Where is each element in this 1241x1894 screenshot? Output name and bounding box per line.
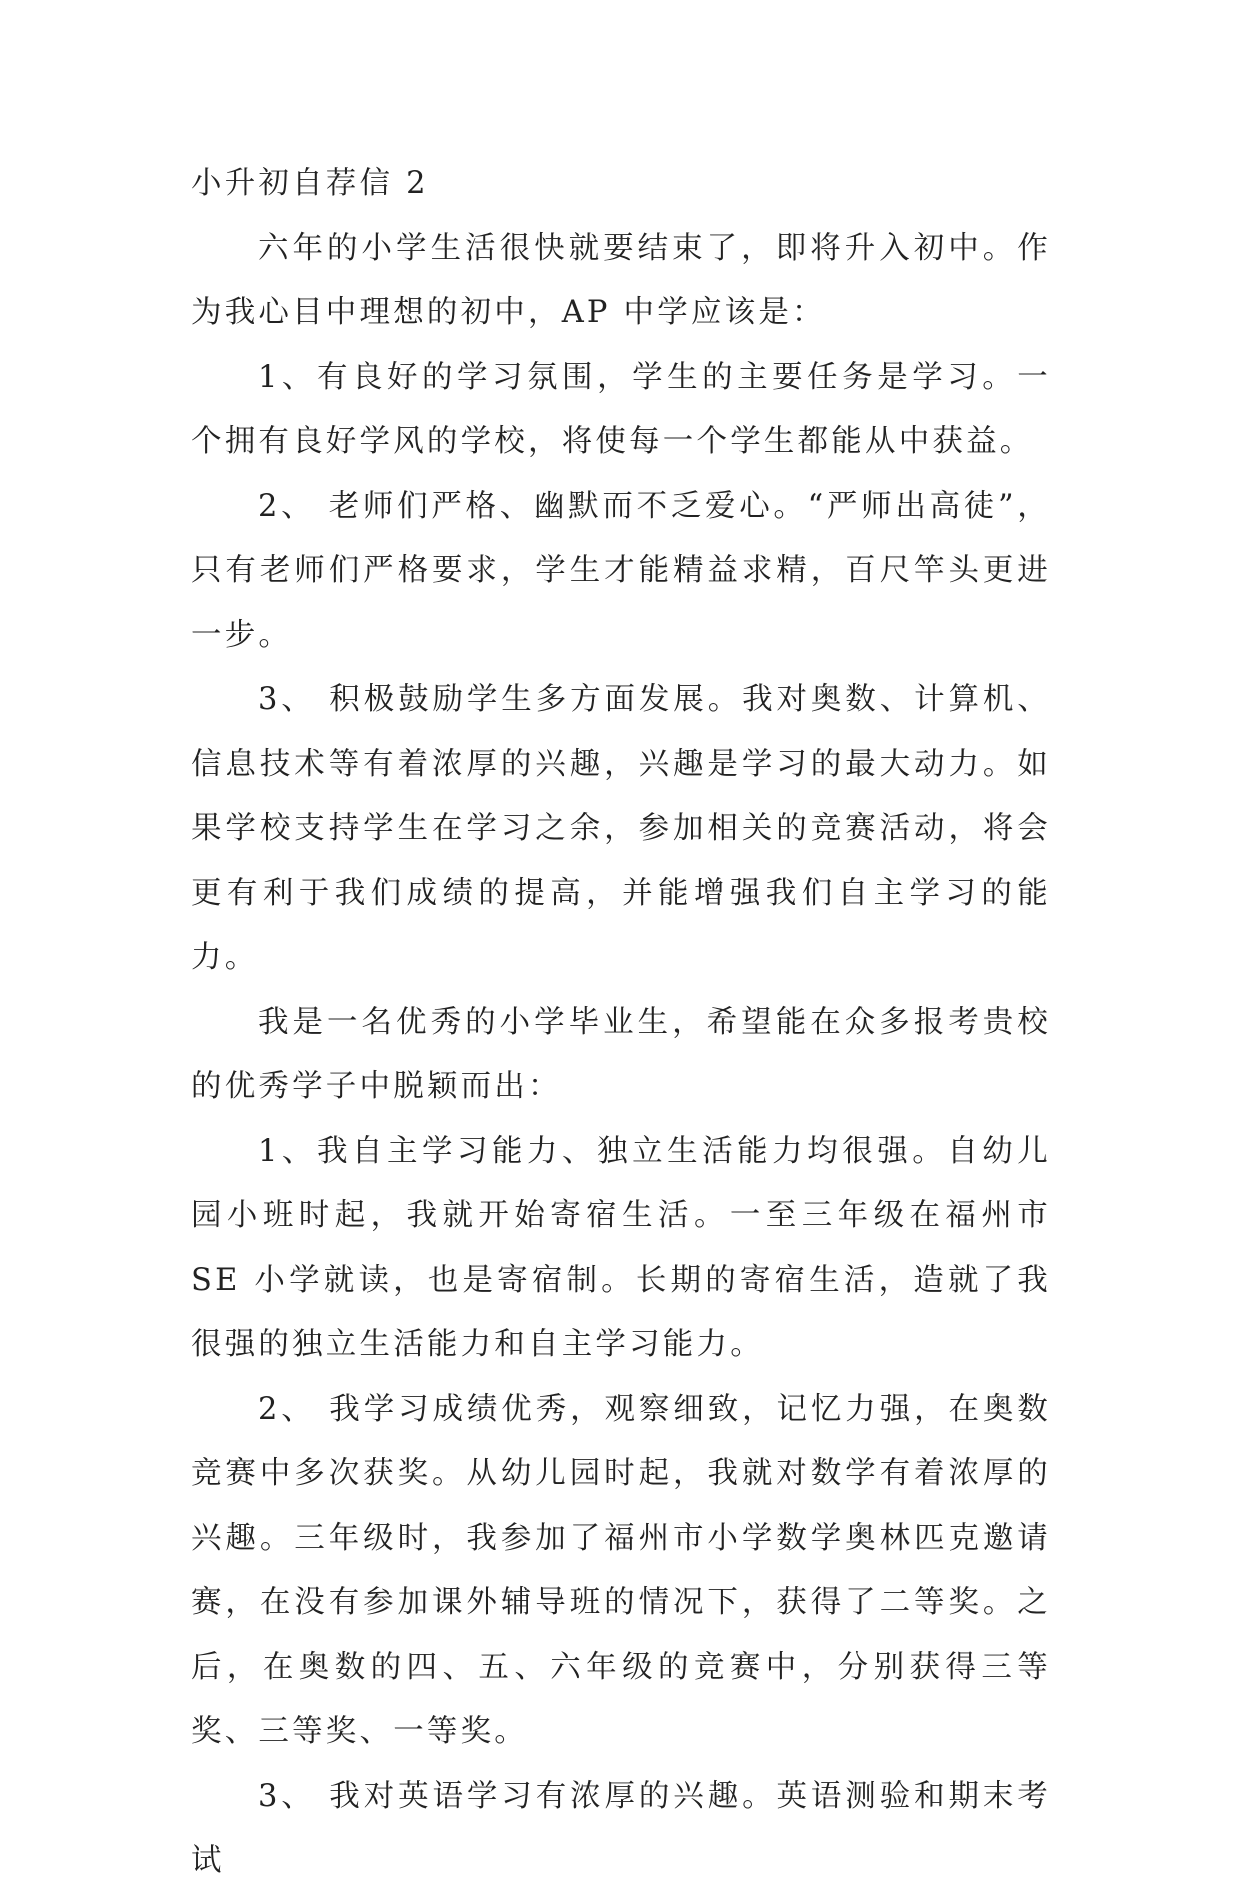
paragraph-expectation-3: 3、 积极鼓励学生多方面发展。我对奥数、计算机、信息技术等有着浓厚的兴趣，兴趣是学习的最大动力。如果学校支持学生在学习之余，参加相关的竞赛活动，将会更有利于我们成绩的提高，并能增强我们自主学习的能力。: [191, 682, 1051, 975]
paragraph-expectation-1: 1、有良好的学习氛围，学生的主要任务是学习。一个拥有良好学风的学校，将使每一个学生都能从中获益。: [191, 359, 1051, 459]
document-title: 小升初自荐信 2: [191, 166, 429, 201]
paragraph-strength-1: 1、我自主学习能力、独立生活能力均很强。自幼儿园小班时起，我就开始寄宿生活。一至三年级在福州市 SE 小学就读，也是寄宿制。长期的寄宿生活，造就了我很强的独立生活能力和自主学习能力。: [191, 1133, 1051, 1362]
paragraph-intro: 六年的小学生活很快就要结束了，即将升入初中。作为我心目中理想的初中，AP 中学应该是：: [191, 230, 1051, 330]
paragraph-strength-3: 3、 我对英语学习有浓厚的兴趣。英语测验和期末考试: [191, 1778, 1051, 1878]
paragraph-self-intro: 我是一名优秀的小学毕业生，希望能在众多报考贵校的优秀学子中脱颖而出：: [191, 1004, 1051, 1104]
paragraph-strength-2: 2、 我学习成绩优秀，观察细致，记忆力强，在奥数竞赛中多次获奖。从幼儿园时起，我就对数学有着浓厚的兴趣。三年级时，我参加了福州市小学数学奥林匹克邀请赛，在没有参加课外辅导班的情况下，获得了二等奖。之后，在奥数的四、五、六年级的竞赛中，分别获得三等奖、三等奖、一等奖。: [191, 1391, 1051, 1749]
letter-body: [191, 152, 1051, 1894]
paragraph-expectation-2: 2、 老师们严格、幽默而不乏爱心。“严师出高徒”，只有老师们严格要求，学生才能精益求精，百尺竿头更进一步。: [191, 488, 1051, 653]
